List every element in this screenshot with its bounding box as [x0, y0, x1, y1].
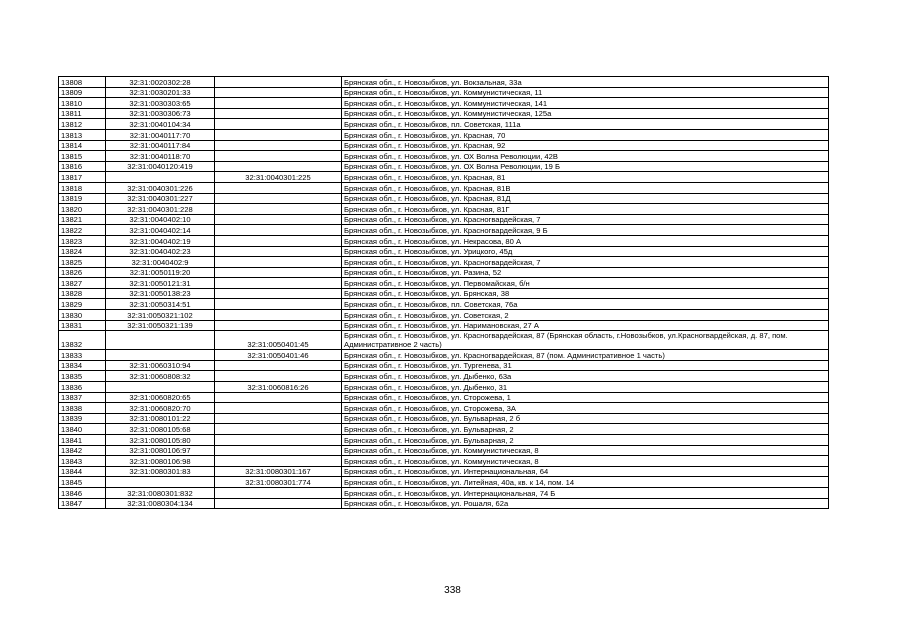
- building-cadastral-cell: [215, 445, 342, 456]
- building-cadastral-cell: [215, 98, 342, 109]
- row-number-cell: 13840: [59, 424, 106, 435]
- address-cell: Брянская обл., г. Новозыбков, ул. Бульварная, 2: [342, 435, 829, 446]
- row-number-cell: 13822: [59, 225, 106, 236]
- building-cadastral-cell: [215, 193, 342, 204]
- table-row: [59, 320, 829, 331]
- address-cell: Брянская обл., г. Новозыбков, ул. Красная, 70: [342, 129, 829, 140]
- cadastral-number-cell: 32:31:0040117:70: [106, 129, 215, 140]
- row-number-cell: 13845: [59, 477, 106, 488]
- cadastral-number-cell: 32:31:0040402:14: [106, 225, 215, 236]
- building-cadastral-cell: [215, 392, 342, 403]
- building-cadastral-cell: 32:31:0080301:774: [215, 477, 342, 488]
- building-cadastral-cell: [215, 413, 342, 424]
- address-cell: Брянская обл., г. Новозыбков, ул. Красная, 81Д: [342, 193, 829, 204]
- table-row: [59, 310, 829, 321]
- table-row: [59, 87, 829, 98]
- address-cell: Брянская обл., г. Новозыбков, ул. Красногвардейская, 87 (Брянская область, г.Новозыбков, ул.Красногвардейская, д. 87, пом. Административное 2 часть): [342, 331, 829, 350]
- cadastral-number-cell: 32:31:0040402:19: [106, 235, 215, 246]
- row-number-cell: 13825: [59, 257, 106, 268]
- table-row: [59, 98, 829, 109]
- cadastral-number-cell: 32:31:0080105:68: [106, 424, 215, 435]
- table-row: [59, 172, 829, 183]
- table-row: [59, 392, 829, 403]
- table-row: [59, 129, 829, 140]
- row-number-cell: 13818: [59, 182, 106, 193]
- table-row: [59, 214, 829, 225]
- table-row: [59, 246, 829, 257]
- building-cadastral-cell: [215, 360, 342, 371]
- row-number-cell: 13841: [59, 435, 106, 446]
- row-number-cell: 13830: [59, 310, 106, 321]
- address-cell: Брянская обл., г. Новозыбков, ул. Наримановская, 27 А: [342, 320, 829, 331]
- table-row: [59, 119, 829, 130]
- table-row: [59, 360, 829, 371]
- address-cell: Брянская обл., г. Новозыбков, пл. Советская, 76а: [342, 299, 829, 310]
- building-cadastral-cell: [215, 435, 342, 446]
- page-number: 338: [444, 585, 461, 596]
- address-cell: Брянская обл., г. Новозыбков, ул. Красногвардейская, 7: [342, 257, 829, 268]
- address-cell: Брянская обл., г. Новозыбков, ул. Коммунистическая, 11: [342, 87, 829, 98]
- registry-table: [58, 76, 829, 509]
- cadastral-number-cell: 32:31:0080105:80: [106, 435, 215, 446]
- table-row: [59, 77, 829, 88]
- building-cadastral-cell: [215, 235, 342, 246]
- cadastral-number-cell: [106, 382, 215, 393]
- cadastral-number-cell: 32:31:0060310:94: [106, 360, 215, 371]
- address-cell: Брянская обл., г. Новозыбков, ул. Бульварная, 2 б: [342, 413, 829, 424]
- table-row: [59, 204, 829, 215]
- table-row: [59, 477, 829, 488]
- building-cadastral-cell: [215, 182, 342, 193]
- building-cadastral-cell: 32:31:0050401:45: [215, 331, 342, 350]
- row-number-cell: 13811: [59, 108, 106, 119]
- address-cell: Брянская обл., г. Новозыбков, ул. Дыбенко, 63а: [342, 371, 829, 382]
- cadastral-number-cell: 32:31:0040118:70: [106, 151, 215, 162]
- row-number-cell: 13815: [59, 151, 106, 162]
- table-row: [59, 288, 829, 299]
- cadastral-number-cell: 32:31:0060820:70: [106, 403, 215, 414]
- address-cell: Брянская обл., г. Новозыбков, ул. Сторожева, 3А: [342, 403, 829, 414]
- table-row: [59, 278, 829, 289]
- building-cadastral-cell: 32:31:0050401:46: [215, 350, 342, 361]
- address-cell: Брянская обл., г. Новозыбков, ул. Коммунистическая, 125а: [342, 108, 829, 119]
- address-cell: Брянская обл., г. Новозыбков, ул. Коммунистическая, 141: [342, 98, 829, 109]
- cadastral-number-cell: 32:31:0040301:226: [106, 182, 215, 193]
- table-row: [59, 108, 829, 119]
- table-row: [59, 435, 829, 446]
- row-number-cell: 13829: [59, 299, 106, 310]
- cadastral-number-cell: [106, 331, 215, 350]
- row-number-cell: 13844: [59, 466, 106, 477]
- row-number-cell: 13826: [59, 267, 106, 278]
- cadastral-number-cell: 32:31:0050321:102: [106, 310, 215, 321]
- table-row: [59, 257, 829, 268]
- row-number-cell: 13819: [59, 193, 106, 204]
- table-row: [59, 225, 829, 236]
- row-number-cell: 13821: [59, 214, 106, 225]
- row-number-cell: 13824: [59, 246, 106, 257]
- address-cell: Брянская обл., г. Новозыбков, ул. Красная, 92: [342, 140, 829, 151]
- address-cell: Брянская обл., г. Новозыбков, ул. Красная, 81В: [342, 182, 829, 193]
- table-row: [59, 193, 829, 204]
- cadastral-number-cell: 32:31:0040104:34: [106, 119, 215, 130]
- address-cell: Брянская обл., г. Новозыбков, ул. Интернациональная, 74 Б: [342, 487, 829, 498]
- cadastral-number-cell: 32:31:0040402:23: [106, 246, 215, 257]
- table-row: [59, 235, 829, 246]
- table-row: [59, 182, 829, 193]
- table-row: [59, 382, 829, 393]
- row-number-cell: 13843: [59, 456, 106, 467]
- row-number-cell: 13812: [59, 119, 106, 130]
- building-cadastral-cell: 32:31:0060816:26: [215, 382, 342, 393]
- table-row: [59, 456, 829, 467]
- address-cell: Брянская обл., г. Новозыбков, ул. Красногвардейская, 87 (пом. Административное 1 часть): [342, 350, 829, 361]
- row-number-cell: 13838: [59, 403, 106, 414]
- building-cadastral-cell: [215, 225, 342, 236]
- cadastral-number-cell: [106, 350, 215, 361]
- building-cadastral-cell: [215, 108, 342, 119]
- registry-table-body: [59, 77, 829, 509]
- address-cell: Брянская обл., г. Новозыбков, ул. Красная, 81Г: [342, 204, 829, 215]
- building-cadastral-cell: [215, 267, 342, 278]
- row-number-cell: 13842: [59, 445, 106, 456]
- table-row: [59, 445, 829, 456]
- row-number-cell: 13833: [59, 350, 106, 361]
- table-row: [59, 350, 829, 361]
- cadastral-number-cell: 32:31:0040117:84: [106, 140, 215, 151]
- row-number-cell: 13810: [59, 98, 106, 109]
- row-number-cell: 13831: [59, 320, 106, 331]
- address-cell: Брянская обл., г. Новозыбков, ул. Тургенева, 31: [342, 360, 829, 371]
- row-number-cell: 13808: [59, 77, 106, 88]
- row-number-cell: 13847: [59, 498, 106, 509]
- building-cadastral-cell: [215, 140, 342, 151]
- building-cadastral-cell: [215, 278, 342, 289]
- cadastral-number-cell: 32:31:0060820:65: [106, 392, 215, 403]
- address-cell: Брянская обл., г. Новозыбков, ул. Красная, 81: [342, 172, 829, 183]
- address-cell: Брянская обл., г. Новозыбков, ул. Брянская, 38: [342, 288, 829, 299]
- cadastral-number-cell: 32:31:0040402:9: [106, 257, 215, 268]
- row-number-cell: 13836: [59, 382, 106, 393]
- cadastral-number-cell: 32:31:0050138:23: [106, 288, 215, 299]
- table-row: [59, 413, 829, 424]
- building-cadastral-cell: [215, 204, 342, 215]
- row-number-cell: 13832: [59, 331, 106, 350]
- row-number-cell: 13837: [59, 392, 106, 403]
- cadastral-number-cell: [106, 172, 215, 183]
- address-cell: Брянская обл., г. Новозыбков, ул. Разина, 52: [342, 267, 829, 278]
- cadastral-number-cell: 32:31:0060808:32: [106, 371, 215, 382]
- table-row: [59, 466, 829, 477]
- cadastral-number-cell: 32:31:0050321:139: [106, 320, 215, 331]
- table-row: [59, 151, 829, 162]
- table-row: [59, 140, 829, 151]
- cadastral-number-cell: 32:31:0030201:33: [106, 87, 215, 98]
- cadastral-number-cell: 32:31:0030303:65: [106, 98, 215, 109]
- table-row: [59, 161, 829, 172]
- building-cadastral-cell: [215, 456, 342, 467]
- cadastral-number-cell: 32:31:0080101:22: [106, 413, 215, 424]
- row-number-cell: 13820: [59, 204, 106, 215]
- building-cadastral-cell: [215, 487, 342, 498]
- cadastral-number-cell: 32:31:0080301:83: [106, 466, 215, 477]
- building-cadastral-cell: [215, 498, 342, 509]
- cadastral-number-cell: 32:31:0030306:73: [106, 108, 215, 119]
- row-number-cell: 13816: [59, 161, 106, 172]
- cadastral-number-cell: 32:31:0080106:98: [106, 456, 215, 467]
- building-cadastral-cell: [215, 320, 342, 331]
- table-row: [59, 487, 829, 498]
- table-row: [59, 424, 829, 435]
- row-number-cell: 13846: [59, 487, 106, 498]
- building-cadastral-cell: [215, 214, 342, 225]
- cadastral-number-cell: [106, 477, 215, 488]
- row-number-cell: 13828: [59, 288, 106, 299]
- table-row: [59, 498, 829, 509]
- building-cadastral-cell: [215, 246, 342, 257]
- building-cadastral-cell: [215, 161, 342, 172]
- table-row: [59, 267, 829, 278]
- building-cadastral-cell: [215, 77, 342, 88]
- address-cell: Брянская обл., г. Новозыбков, ул. Коммунистическая, 8: [342, 456, 829, 467]
- building-cadastral-cell: [215, 288, 342, 299]
- row-number-cell: 13817: [59, 172, 106, 183]
- cadastral-number-cell: 32:31:0050314:51: [106, 299, 215, 310]
- cadastral-number-cell: 32:31:0080301:832: [106, 487, 215, 498]
- address-cell: Брянская обл., г. Новозыбков, ул. ОХ Волна Революции, 19 Б: [342, 161, 829, 172]
- building-cadastral-cell: [215, 424, 342, 435]
- building-cadastral-cell: [215, 299, 342, 310]
- table-row: [59, 371, 829, 382]
- address-cell: Брянская обл., г. Новозыбков, ул. ОХ Волна Революции, 42В: [342, 151, 829, 162]
- building-cadastral-cell: [215, 371, 342, 382]
- building-cadastral-cell: 32:31:0040301:225: [215, 172, 342, 183]
- table-row: [59, 403, 829, 414]
- cadastral-number-cell: 32:31:0080106:97: [106, 445, 215, 456]
- address-cell: Брянская обл., г. Новозыбков, ул. Урицкого, 45д: [342, 246, 829, 257]
- address-cell: Брянская обл., г. Новозыбков, ул. Коммунистическая, 8: [342, 445, 829, 456]
- building-cadastral-cell: 32:31:0080301:167: [215, 466, 342, 477]
- cadastral-number-cell: 32:31:0050119:20: [106, 267, 215, 278]
- cadastral-number-cell: 32:31:0080304:134: [106, 498, 215, 509]
- address-cell: Брянская обл., г. Новозыбков, ул. Советская, 2: [342, 310, 829, 321]
- cadastral-number-cell: 32:31:0020302:28: [106, 77, 215, 88]
- building-cadastral-cell: [215, 151, 342, 162]
- building-cadastral-cell: [215, 403, 342, 414]
- building-cadastral-cell: [215, 119, 342, 130]
- address-cell: Брянская обл., г. Новозыбков, ул. Интернациональная, 64: [342, 466, 829, 477]
- address-cell: Брянская обл., г. Новозыбков, ул. Вокзальная, 33а: [342, 77, 829, 88]
- building-cadastral-cell: [215, 129, 342, 140]
- table-row: [59, 331, 829, 350]
- row-number-cell: 13839: [59, 413, 106, 424]
- address-cell: Брянская обл., г. Новозыбков, ул. Красногвардейская, 7: [342, 214, 829, 225]
- building-cadastral-cell: [215, 257, 342, 268]
- row-number-cell: 13809: [59, 87, 106, 98]
- cadastral-number-cell: 32:31:0040402:10: [106, 214, 215, 225]
- row-number-cell: 13823: [59, 235, 106, 246]
- row-number-cell: 13834: [59, 360, 106, 371]
- cadastral-number-cell: 32:31:0040301:228: [106, 204, 215, 215]
- cadastral-number-cell: 32:31:0040301:227: [106, 193, 215, 204]
- building-cadastral-cell: [215, 87, 342, 98]
- address-cell: Брянская обл., г. Новозыбков, ул. Красногвардейская, 9 Б: [342, 225, 829, 236]
- address-cell: Брянская обл., г. Новозыбков, ул. Дыбенко, 31: [342, 382, 829, 393]
- row-number-cell: 13813: [59, 129, 106, 140]
- cadastral-number-cell: 32:31:0050121:31: [106, 278, 215, 289]
- cadastral-number-cell: 32:31:0040120:419: [106, 161, 215, 172]
- row-number-cell: 13827: [59, 278, 106, 289]
- address-cell: Брянская обл., г. Новозыбков, ул. Литейная, 40а, кв. к 14, пом. 14: [342, 477, 829, 488]
- building-cadastral-cell: [215, 310, 342, 321]
- row-number-cell: 13835: [59, 371, 106, 382]
- address-cell: Брянская обл., г. Новозыбков, ул. Рошаля, 62а: [342, 498, 829, 509]
- address-cell: Брянская обл., г. Новозыбков, пл. Советская, 111а: [342, 119, 829, 130]
- address-cell: Брянская обл., г. Новозыбков, ул. Бульварная, 2: [342, 424, 829, 435]
- address-cell: Брянская обл., г. Новозыбков, ул. Сторожева, 1: [342, 392, 829, 403]
- table-row: [59, 299, 829, 310]
- address-cell: Брянская обл., г. Новозыбков, ул. Первомайская, б/н: [342, 278, 829, 289]
- address-cell: Брянская обл., г. Новозыбков, ул. Некрасова, 80 А: [342, 235, 829, 246]
- row-number-cell: 13814: [59, 140, 106, 151]
